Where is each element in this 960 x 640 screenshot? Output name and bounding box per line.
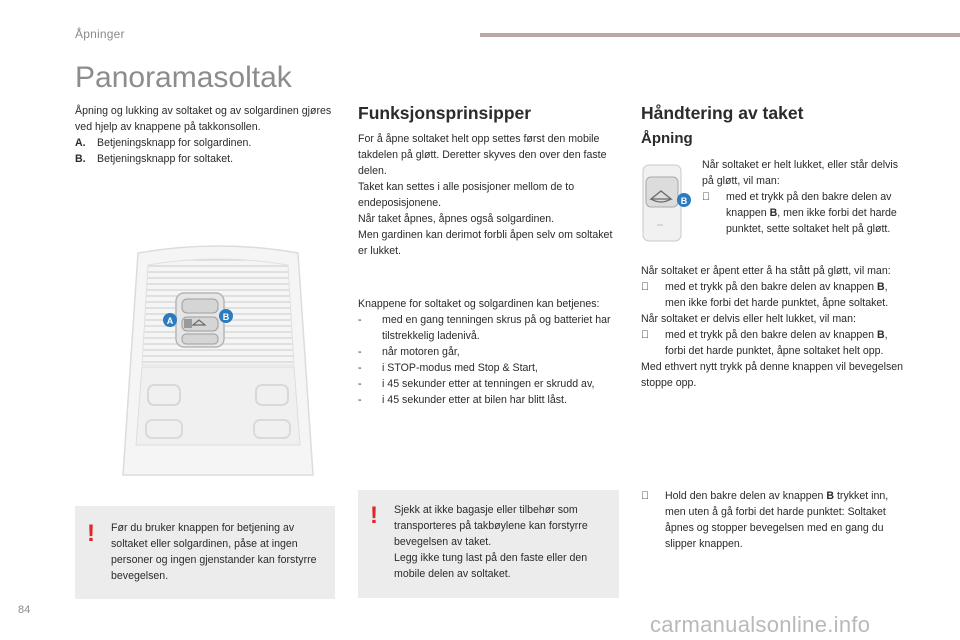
intro-item-key: A.	[75, 137, 86, 149]
section-label: Åpninger	[75, 27, 125, 41]
page-number: 84	[18, 604, 31, 616]
right-p1: Når soltaket er helt lukket, eller står delvis på gløtt, vil man:	[702, 159, 899, 187]
label-b: B	[222, 312, 230, 322]
right-subheading: Åpning	[641, 130, 693, 147]
middle-heading: Funksjonsprinsipper	[358, 103, 532, 123]
warning-box-middle	[358, 490, 619, 598]
watermark: carmanualsonline.info	[650, 612, 871, 637]
middle-p2: Taket kan settes i alle posisjoner mellom de to endeposisjonene.	[358, 181, 575, 209]
warning-icon: !	[370, 502, 378, 529]
right-steps	[641, 263, 907, 391]
right-hold	[641, 488, 907, 552]
intro-item-key: B.	[75, 153, 86, 165]
list-item: - i STOP-modus med Stop & Start,	[358, 362, 538, 374]
right-p2: Når soltaket er åpent etter å ha stått på gløtt, vil man:	[641, 265, 891, 277]
right-p4: Med ethvert nytt trykk på denne knappen vil bevegelsen stoppe opp.	[641, 361, 904, 389]
list-item: med et trykk på den bakre delen av knappen B, forbi det harde punktet, åpne soltaket helt opp.	[665, 329, 888, 357]
warning-text: Sjekk at ikke bagasje eller tilbehør som transporteres på takbøylene kan forstyrre bevegelsen av taket. Legg ikke tung last på den faste eller den mobile delen av soltaket.	[394, 504, 588, 580]
intro-item-text: Betjeningsknapp for soltaket.	[97, 153, 234, 165]
page-title: Panoramasoltak	[75, 61, 292, 94]
middle-text	[358, 131, 616, 259]
roof-button-illustration	[641, 163, 693, 243]
list-item: med et trykk på den bakre delen av knappen B, men ikke forbi det harde punktet, åpne soltaket.	[665, 281, 889, 309]
list-item: - i 45 sekunder etter at tenningen er skrudd av,	[358, 378, 595, 390]
label-b: B	[680, 196, 688, 206]
intro	[75, 103, 340, 167]
middle-p4: Men gardinen kan derimot forbli åpen selv om soltaket er lukket.	[358, 229, 613, 257]
middle-p1: For å åpne soltaket helt opp settes først den mobile takdelen på gløtt. Deretter skyves den over den faste delen.	[358, 133, 607, 177]
label-a: A	[166, 316, 174, 326]
warning-box-left	[75, 506, 335, 599]
list-item: - med en gang tenningen skrus på og batteriet har tilstrekkelig ladenivå.	[358, 314, 611, 342]
roof-console-illustration	[118, 245, 318, 480]
warning-icon: !	[87, 520, 95, 547]
list-item: - i 45 sekunder etter at bilen har blitt låst.	[358, 394, 567, 406]
intro-text: Åpning og lukking av soltaket og av solgardinen gjøres ved hjelp av knappene på takkonsollen.	[75, 105, 332, 133]
warning-text: Før du bruker knappen for betjening av soltaket eller solgardinen, påse at ingen personer og ingen gjenstander kan forstyrre bevegelsen.	[111, 522, 317, 582]
middle-p3: Når taket åpnes, åpnes også solgardinen.	[358, 213, 555, 225]
header-rule	[480, 33, 960, 37]
intro-item-a	[75, 135, 340, 151]
right-heading: Håndtering av taket	[641, 103, 804, 123]
intro-item-b	[75, 151, 340, 167]
middle-p5: Knappene for soltaket og solgardinen kan betjenes:	[358, 298, 600, 310]
intro-item-text: Betjeningsknapp for solgardinen.	[97, 137, 252, 149]
list-item: Hold den bakre delen av knappen B trykket inn, men uten å gå forbi det harde punktet: Soltaket åpnes og stopper bevegelsen med en gang du slipper knappen.	[665, 490, 889, 550]
list-item: med et trykk på den bakre delen av knappen B, men ikke forbi det harde punktet, sette soltaket helt på gløtt.	[726, 191, 897, 235]
middle-conditions	[358, 296, 616, 408]
list-item: - når motoren går,	[358, 346, 460, 358]
right-p3: Når soltaket er delvis eller helt lukket, vil man:	[641, 313, 856, 325]
right-intro	[702, 157, 907, 237]
